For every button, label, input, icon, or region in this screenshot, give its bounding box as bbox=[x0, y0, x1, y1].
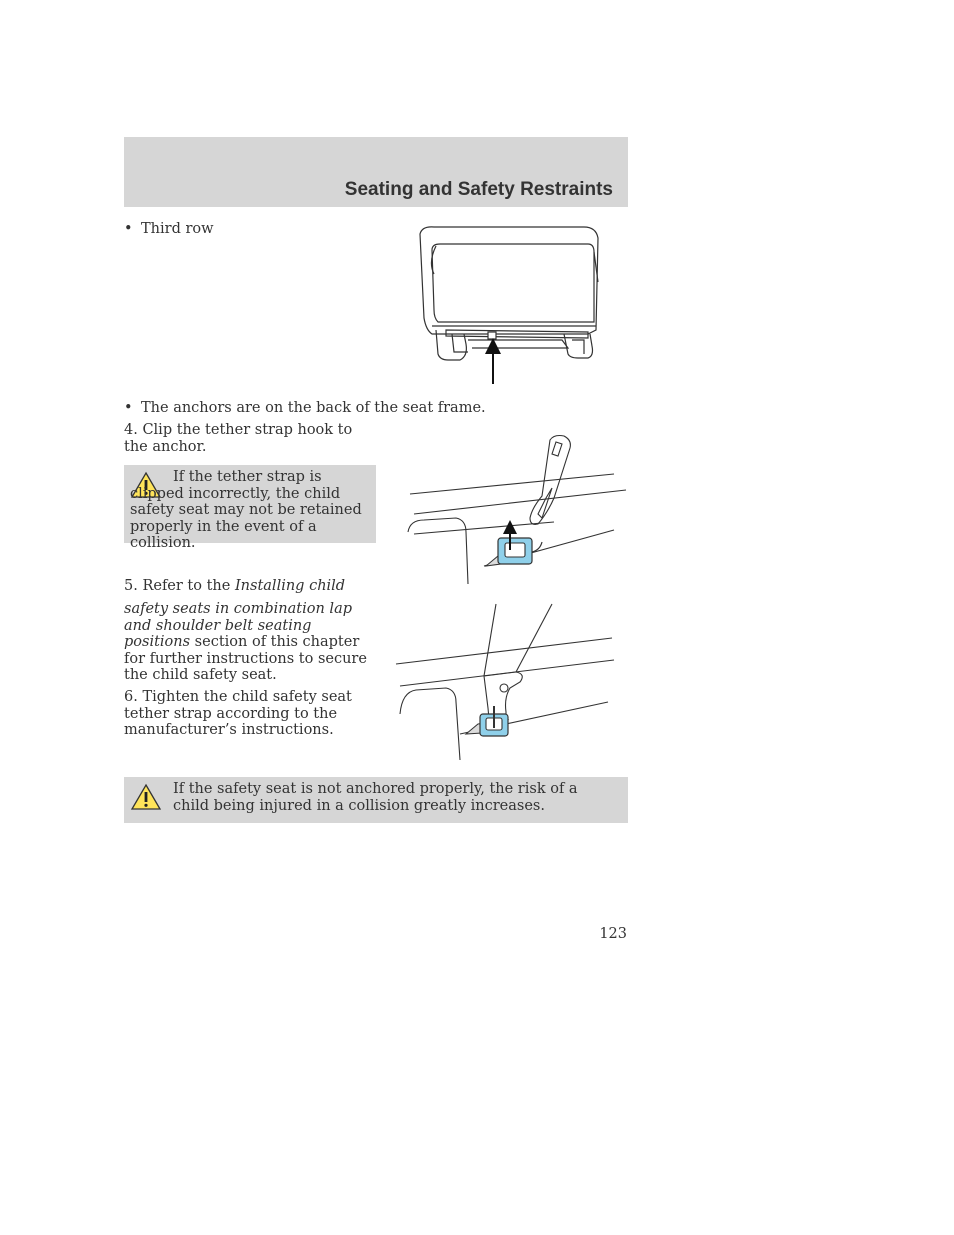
page-number: 123 bbox=[599, 926, 627, 942]
warning-text: If the tether strap is clipped incorrectly, the child safety seat may not be retained properly in the event of a collision. bbox=[130, 469, 362, 552]
step-5-italic-rest: safety seats in combination lap and shoulder belt seating positions bbox=[124, 601, 352, 651]
bullet-dot: • bbox=[124, 400, 133, 416]
warning-box-anchoring bbox=[124, 777, 628, 823]
step-5-first-line bbox=[124, 578, 376, 595]
header-band bbox=[124, 137, 628, 207]
bullet-text: The anchors are on the back of the seat frame. bbox=[141, 400, 486, 416]
step-5-italic-first: Installing child bbox=[234, 578, 346, 594]
bullet-dot: • bbox=[124, 221, 133, 237]
third-row-seat-illustration bbox=[412, 222, 604, 387]
step-5-prefix: 5. Refer to the bbox=[124, 578, 235, 594]
step-5-continued bbox=[124, 601, 380, 684]
bullet-item bbox=[124, 400, 486, 417]
bullet-text: Third row bbox=[141, 221, 214, 237]
section-title: Seating and Safety Restraints bbox=[344, 179, 613, 200]
step-6-text: 6. Tighten the child safety seat tether strap according to the manufacturer’s instructions. bbox=[124, 689, 352, 739]
step-5-suffix: section of this chapter for further instructions to secure the child safety seat. bbox=[124, 634, 367, 684]
warning-box-tether bbox=[124, 465, 376, 552]
tether-hook-illustration bbox=[404, 432, 628, 587]
step-4-text: 4. Clip the tether strap hook to the anchor. bbox=[124, 422, 353, 455]
warning-triangle-icon bbox=[130, 783, 162, 811]
bullet-item bbox=[124, 221, 214, 238]
warning-text: If the safety seat is not anchored properly, the risk of a child being injured in a collision greatly increases. bbox=[173, 781, 578, 814]
hook-attached-illustration bbox=[394, 602, 616, 762]
